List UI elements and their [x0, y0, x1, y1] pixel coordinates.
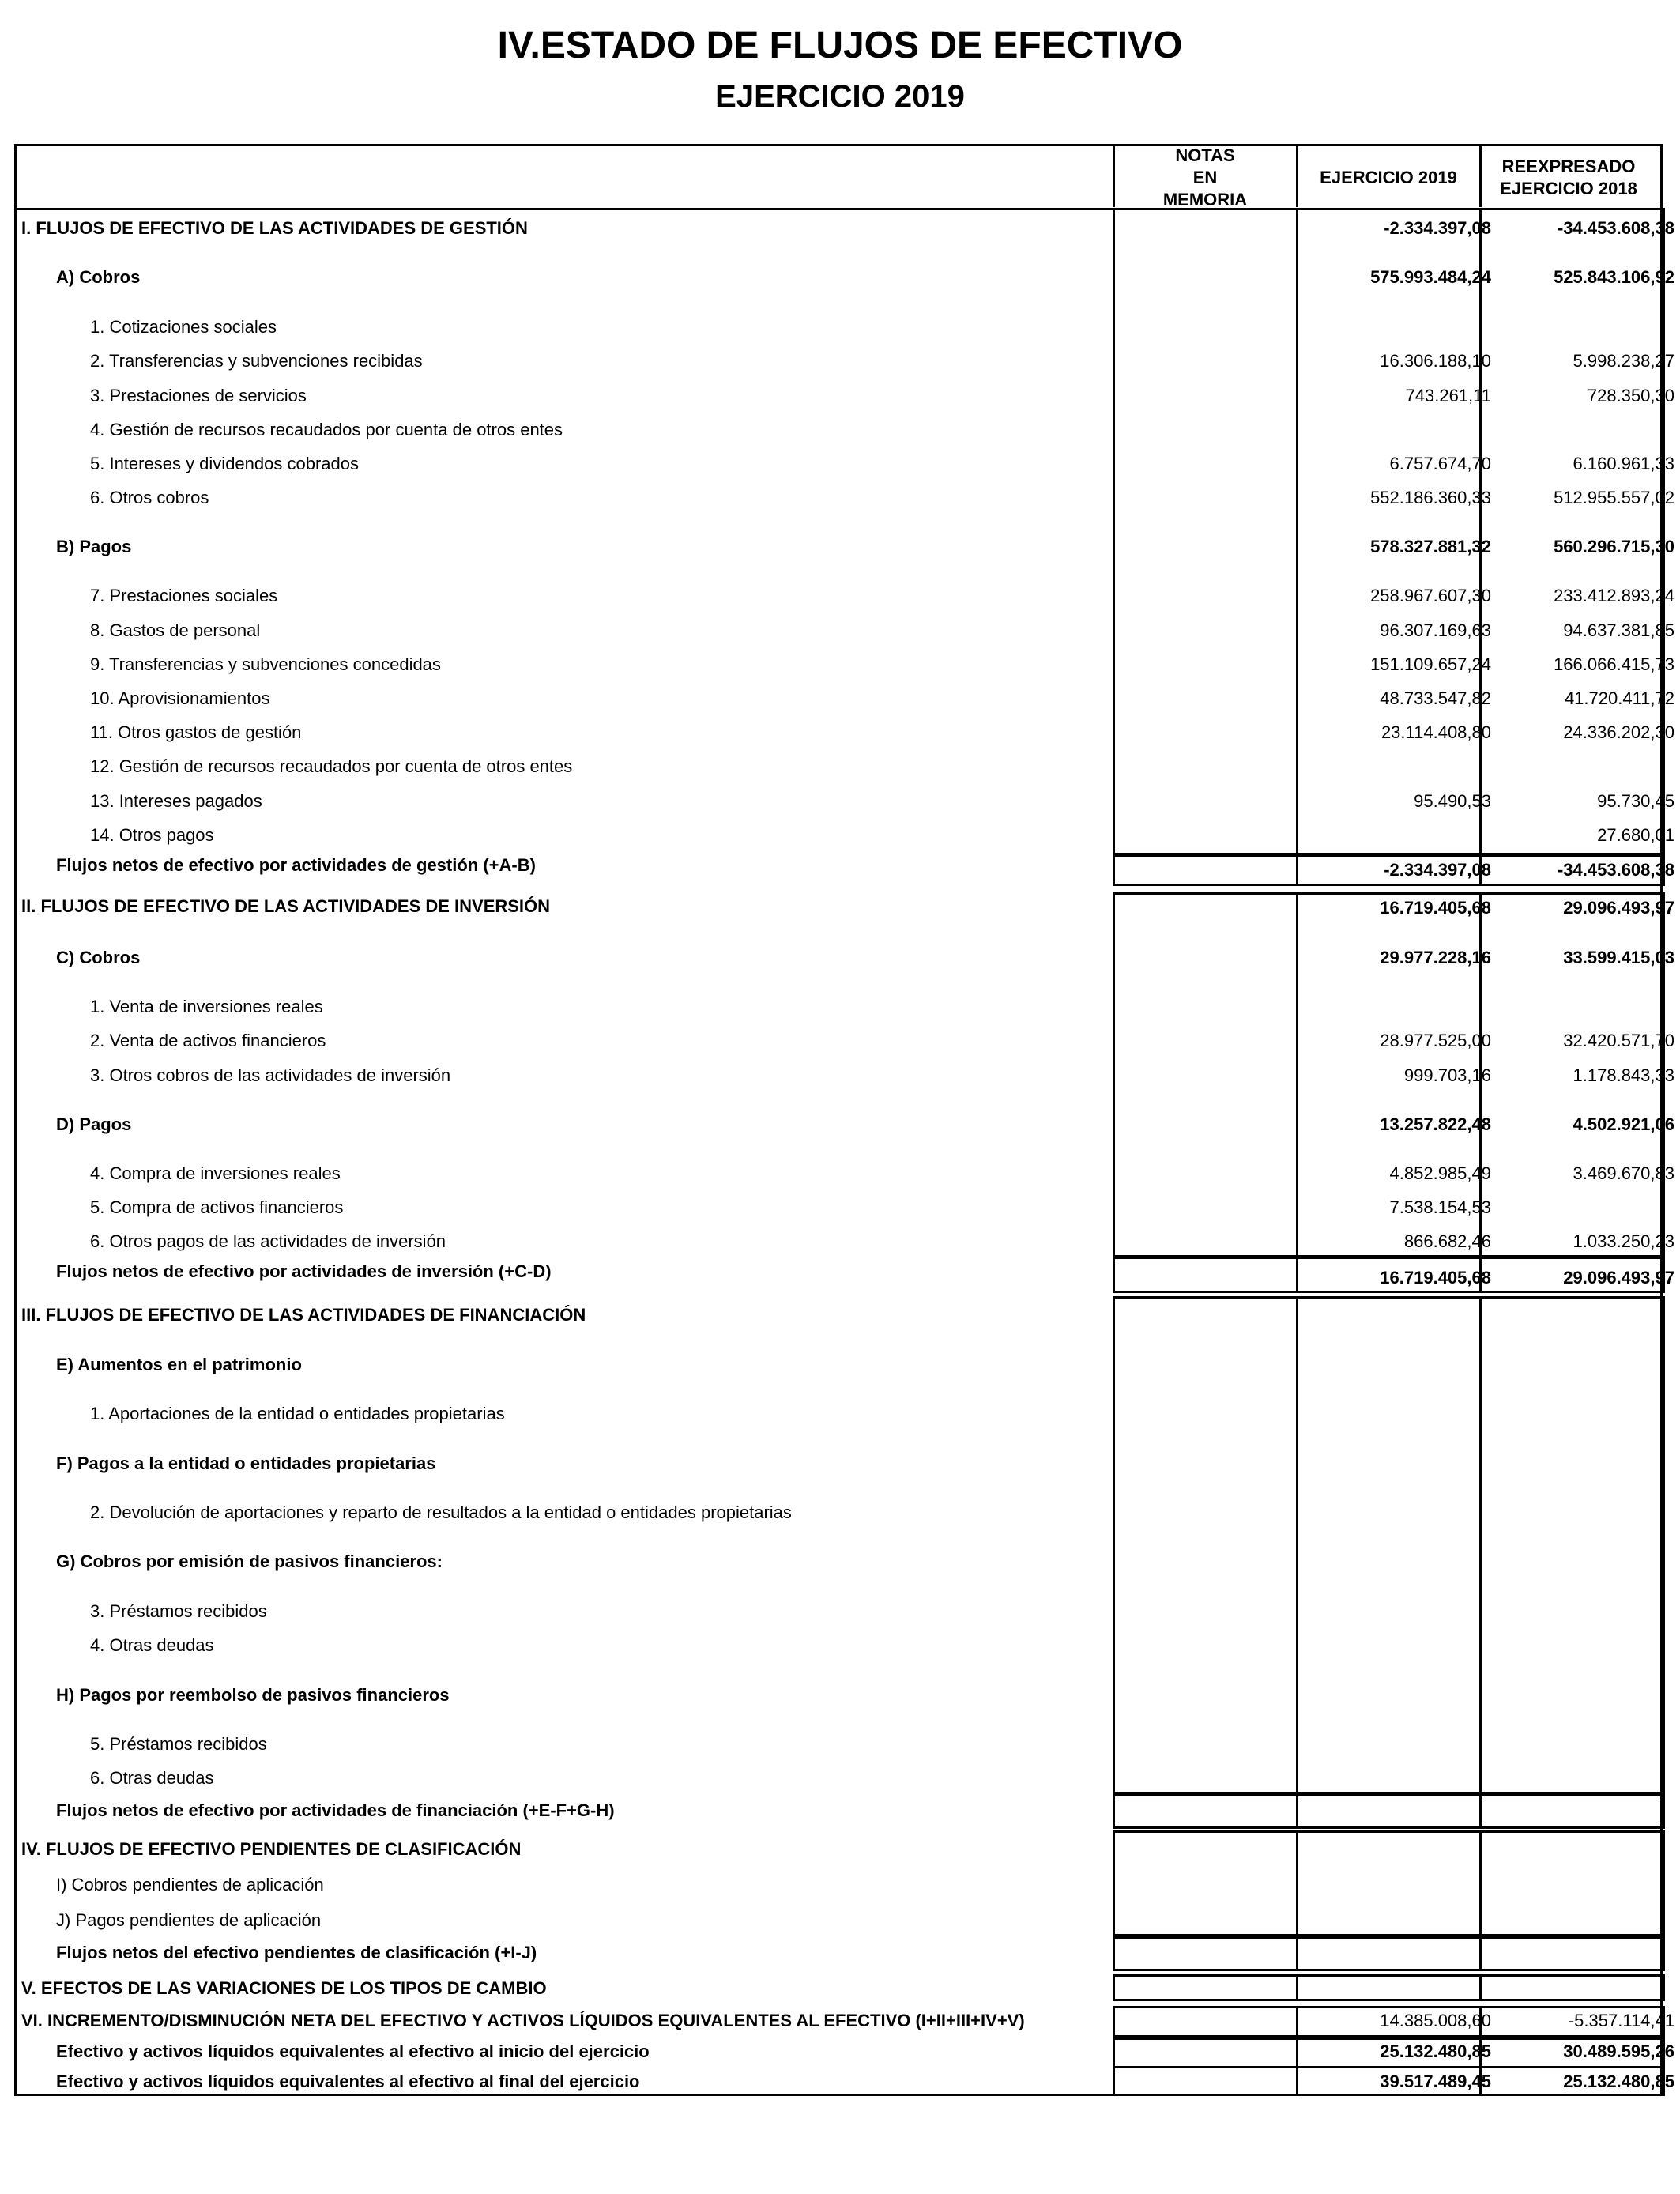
value-2019	[1316, 1794, 1491, 1827]
value-2018: 32.420.571,70	[1563, 1031, 1674, 1050]
value-2019	[1316, 1868, 1491, 1902]
row-label: 8. Gastos de personal	[90, 620, 261, 640]
row-label: J) Pagos pendientes de aplicación	[56, 1910, 322, 1930]
row-label: 2. Venta de activos financieros	[90, 1031, 326, 1050]
value-2018	[1499, 1762, 1674, 1795]
table-row	[17, 2004, 1674, 2038]
value-2018: 6.160.961,33	[1573, 454, 1674, 473]
value-2018: 27.680,01	[1597, 825, 1674, 845]
table-row	[17, 311, 1660, 344]
value-2018: -34.453.608,38	[1557, 860, 1674, 880]
row-label: 13. Intereses pagados	[90, 791, 262, 811]
table-row	[17, 1191, 1660, 1224]
row-label: B) Pagos	[56, 537, 132, 556]
table-row	[17, 2035, 1674, 2068]
row-label: F) Pagos a la entidad o entidades propietarias	[56, 1453, 436, 1473]
value-2019: 6.757.674,70	[1389, 454, 1491, 473]
value-2018	[1499, 1679, 1674, 1712]
table-row	[17, 579, 1674, 613]
value-2019	[1316, 1496, 1491, 1529]
value-2019: 25.132.480,85	[1380, 2041, 1491, 2061]
value-2018: 4.502.921,06	[1573, 1114, 1674, 1134]
row-label: IV. FLUJOS DE EFECTIVO PENDIENTES DE CLASIFICACIÓN	[21, 1839, 522, 1859]
value-2019: 16.719.405,68	[1380, 898, 1491, 918]
row-label: Flujos netos del efectivo pendientes de clasificación (+I-J)	[56, 1943, 537, 1962]
value-2018: 33.599.415,03	[1563, 948, 1674, 967]
table-row	[17, 941, 1674, 974]
table-row	[17, 648, 1674, 681]
header-notes: NOTAS EN MEMORIA	[1162, 145, 1248, 209]
value-2018	[1499, 1728, 1674, 1761]
row-label: II. FLUJOS DE EFECTIVO DE LAS ACTIVIDADES DE INVERSIÓN	[21, 896, 551, 916]
table-row	[17, 413, 1660, 447]
table-row	[17, 1595, 1660, 1628]
table-row	[17, 1972, 1660, 2005]
row-label: H) Pagos por reembolso de pasivos financieros	[56, 1685, 450, 1705]
row-label: A) Cobros	[56, 267, 141, 287]
row-label: 2. Transferencias y subvenciones recibidas	[90, 351, 423, 371]
value-2019: 48.733.547,82	[1380, 688, 1491, 708]
value-2018: 728.350,30	[1587, 386, 1674, 405]
table-row	[17, 1348, 1660, 1382]
header-ejercicio-2018: REEXPRESADO EJERCICIO 2018	[1500, 156, 1637, 198]
row-label: 1. Aportaciones de la entidad o entidades propietarias	[90, 1404, 505, 1423]
value-2018	[1499, 1595, 1674, 1628]
value-2019: -2.334.397,08	[1384, 860, 1491, 880]
value-2019: 23.114.408,80	[1381, 722, 1491, 742]
table-row	[17, 212, 1674, 245]
value-2019	[1316, 1728, 1491, 1761]
column-divider-2018	[1479, 144, 1482, 207]
value-2019	[1316, 1936, 1491, 1970]
value-2018	[1499, 750, 1674, 783]
header-ejercicio-2019: EJERCICIO 2019	[1320, 168, 1457, 187]
value-2019: 16.306.188,10	[1380, 351, 1491, 371]
value-2018: 166.066.415,73	[1554, 654, 1674, 674]
value-2018	[1499, 1397, 1674, 1431]
value-2019: 13.257.822,48	[1380, 1114, 1491, 1134]
value-2018	[1499, 1348, 1674, 1382]
row-label: 6. Otros cobros	[90, 488, 209, 507]
value-2018: 5.998.238,27	[1573, 351, 1674, 371]
table-row	[17, 750, 1660, 783]
row-label: 11. Otros gastos de gestión	[90, 722, 302, 742]
row-label: 12. Gestión de recursos recaudados por cuenta de otros entes	[90, 756, 573, 776]
table-row	[17, 854, 1674, 887]
table-row	[17, 261, 1674, 294]
row-label: 5. Préstamos recibidos	[90, 1734, 267, 1754]
value-2019: 4.852.985,49	[1389, 1163, 1491, 1183]
value-2019	[1316, 1595, 1491, 1628]
row-label: III. FLUJOS DE EFECTIVO DE LAS ACTIVIDADES DE FINANCIACIÓN	[21, 1305, 586, 1325]
value-2018: 41.720.411,72	[1564, 688, 1674, 708]
value-2018: 30.489.595,26	[1563, 2041, 1674, 2061]
value-2018: -34.453.608,38	[1557, 218, 1674, 238]
value-2019	[1316, 750, 1491, 783]
table-row	[17, 1157, 1674, 1190]
row-label: C) Cobros	[56, 948, 141, 967]
value-2018	[1499, 1833, 1674, 1866]
row-label: 4. Gestión de recursos recaudados por cuenta de otros entes	[90, 420, 563, 439]
value-2018: 512.955.557,02	[1554, 488, 1674, 507]
value-2018: 233.412.893,24	[1554, 586, 1674, 605]
table-row	[17, 614, 1674, 647]
row-label: I) Cobros pendientes de aplicación	[56, 1875, 324, 1894]
table-row	[17, 481, 1674, 515]
value-2018	[1499, 1545, 1674, 1578]
value-2019	[1316, 990, 1491, 1023]
table-row	[17, 1868, 1660, 1902]
row-label: 3. Otros cobros de las actividades de inversión	[90, 1065, 451, 1085]
table-row	[17, 682, 1674, 715]
value-2019: 96.307.169,63	[1380, 620, 1491, 640]
value-2019	[1316, 1397, 1491, 1431]
document-subtitle: EJERCICIO 2019	[715, 79, 965, 114]
row-label: 3. Préstamos recibidos	[90, 1601, 267, 1621]
value-2018: 24.336.202,30	[1563, 722, 1674, 742]
table-row	[17, 785, 1674, 818]
value-2019: 999.703,16	[1403, 1065, 1491, 1085]
value-2018: 95.730,45	[1597, 791, 1674, 811]
value-2019	[1316, 1972, 1491, 2005]
value-2019: 39.517.489,45	[1380, 2071, 1491, 2091]
table-row	[17, 819, 1674, 852]
table-row	[17, 1629, 1660, 1662]
value-2018	[1499, 990, 1674, 1023]
value-2018	[1499, 311, 1674, 344]
value-2018	[1499, 1496, 1674, 1529]
table-row	[17, 1679, 1660, 1712]
table-row	[17, 1024, 1674, 1057]
value-2019: 95.490,53	[1414, 791, 1491, 811]
table-row	[17, 1728, 1660, 1761]
table-row	[17, 1904, 1660, 1937]
row-label: 3. Prestaciones de servicios	[90, 386, 307, 405]
value-2019: 743.261,11	[1405, 386, 1491, 405]
value-2019	[1316, 1447, 1491, 1480]
row-label: 5. Compra de activos financieros	[90, 1197, 344, 1217]
value-2018: 94.637.381,85	[1563, 620, 1674, 640]
table-row	[17, 1447, 1660, 1480]
value-2019: 578.327.881,32	[1370, 537, 1491, 556]
row-label: 9. Transferencias y subvenciones concedidas	[90, 654, 441, 674]
value-2019: -2.334.397,08	[1384, 218, 1491, 238]
value-2018: 1.178.843,33	[1573, 1065, 1674, 1085]
value-2018	[1499, 1868, 1674, 1902]
table-row	[17, 1833, 1660, 1866]
table-row	[17, 716, 1674, 749]
row-label: 5. Intereses y dividendos cobrados	[90, 454, 359, 473]
value-2018	[1499, 413, 1674, 447]
row-label: I. FLUJOS DE EFECTIVO DE LAS ACTIVIDADES DE GESTIÓN	[21, 218, 528, 238]
value-2019	[1316, 1545, 1491, 1578]
table-row	[17, 1225, 1674, 1258]
row-label: 10. Aprovisionamientos	[90, 688, 270, 708]
table-row	[17, 1299, 1660, 1332]
value-2019	[1316, 413, 1491, 447]
row-label: Efectivo y activos líquidos equivalentes al efectivo al final del ejercicio	[56, 2071, 640, 2091]
value-2019	[1316, 1762, 1491, 1795]
value-2019	[1316, 311, 1491, 344]
document-title: IV.ESTADO DE FLUJOS DE EFECTIVO	[497, 25, 1183, 66]
row-label: Flujos netos de efectivo por actividades de inversión (+C-D)	[56, 1261, 552, 1281]
value-2018: 560.296.715,30	[1554, 537, 1674, 556]
value-2019	[1316, 1348, 1491, 1382]
table-row	[17, 1108, 1674, 1141]
row-label: 6. Otras deudas	[90, 1768, 214, 1788]
table-row	[17, 2065, 1674, 2098]
value-2018: 525.843.106,92	[1554, 267, 1674, 287]
value-2018: -5.357.114,41	[1568, 2011, 1674, 2030]
row-label: E) Aumentos en el patrimonio	[56, 1355, 302, 1374]
row-label: 6. Otros pagos de las actividades de inversión	[90, 1231, 446, 1251]
value-2018: 1.033.250,23	[1573, 1231, 1674, 1251]
value-2019: 7.538.154,53	[1389, 1197, 1491, 1217]
row-label: 14. Otros pagos	[90, 825, 214, 845]
value-2019: 14.385.008,60	[1380, 2011, 1491, 2030]
row-label: 2. Devolución de aportaciones y reparto de resultados a la entidad o entidades propietarias	[90, 1502, 792, 1522]
table-row	[17, 1794, 1660, 1827]
value-2019	[1316, 1629, 1491, 1662]
table-row	[17, 530, 1674, 564]
table-row	[17, 990, 1660, 1023]
table-row	[17, 1496, 1660, 1529]
row-label: 4. Otras deudas	[90, 1635, 214, 1655]
value-2019: 28.977.525,00	[1380, 1031, 1491, 1050]
value-2018	[1499, 1904, 1674, 1937]
value-2019: 258.967.607,30	[1370, 586, 1491, 605]
value-2019: 866.682,46	[1403, 1231, 1491, 1251]
value-2018: 29.096.493,97	[1563, 898, 1674, 918]
row-label: 7. Prestaciones sociales	[90, 586, 278, 605]
table-row	[17, 892, 1674, 925]
table-row	[17, 1545, 1660, 1578]
value-2019	[1316, 1904, 1491, 1937]
table-row	[17, 1936, 1660, 1970]
table-row	[17, 345, 1674, 378]
value-2018	[1499, 1191, 1674, 1224]
value-2018: 25.132.480,85	[1563, 2071, 1674, 2091]
value-2019: 29.977.228,16	[1380, 948, 1491, 967]
row-label: D) Pagos	[56, 1114, 132, 1134]
row-label: Efectivo y activos líquidos equivalentes al efectivo al inicio del ejercicio	[56, 2041, 650, 2061]
value-2018	[1499, 1447, 1674, 1480]
value-2019: 552.186.360,33	[1370, 488, 1491, 507]
table-row	[17, 1059, 1674, 1092]
value-2018	[1499, 1936, 1674, 1970]
value-2019	[1316, 1299, 1491, 1332]
table-row	[17, 1397, 1660, 1431]
value-2018: 29.096.493,97	[1563, 1268, 1674, 1287]
table-row	[17, 1261, 1674, 1295]
row-label: 4. Compra de inversiones reales	[90, 1163, 341, 1183]
row-label: VI. INCREMENTO/DISMINUCIÓN NETA DEL EFECTIVO Y ACTIVOS LÍQUIDOS EQUIVALENTES AL EFECTIVO (I+II+III+IV+V)	[21, 2011, 1025, 2030]
value-2019: 575.993.484,24	[1370, 267, 1491, 287]
row-label: V. EFECTOS DE LAS VARIACIONES DE LOS TIPOS DE CAMBIO	[21, 1978, 547, 1998]
row-label: 1. Venta de inversiones reales	[90, 997, 323, 1016]
value-2019	[1316, 1833, 1491, 1866]
row-label: Flujos netos de efectivo por actividades de gestión (+A-B)	[56, 855, 536, 875]
table-row	[17, 447, 1674, 481]
value-2018	[1499, 1299, 1674, 1332]
column-divider-notes	[1113, 144, 1115, 207]
value-2018	[1499, 1972, 1674, 2005]
value-2019: 16.719.405,68	[1380, 1268, 1491, 1287]
row-label: Flujos netos de efectivo por actividades de financiación (+E-F+G-H)	[56, 1800, 615, 1820]
value-2019	[1316, 1679, 1491, 1712]
row-label: G) Cobros por emisión de pasivos financieros:	[56, 1551, 443, 1571]
value-2019	[1316, 819, 1491, 852]
row-label: 1. Cotizaciones sociales	[90, 317, 277, 337]
value-2018	[1499, 1629, 1674, 1662]
value-2019: 151.109.657,24	[1370, 654, 1491, 674]
value-2018: 3.469.670,83	[1573, 1163, 1674, 1183]
table-row	[17, 1762, 1660, 1795]
table-row	[17, 379, 1674, 413]
value-2018	[1499, 1794, 1674, 1827]
